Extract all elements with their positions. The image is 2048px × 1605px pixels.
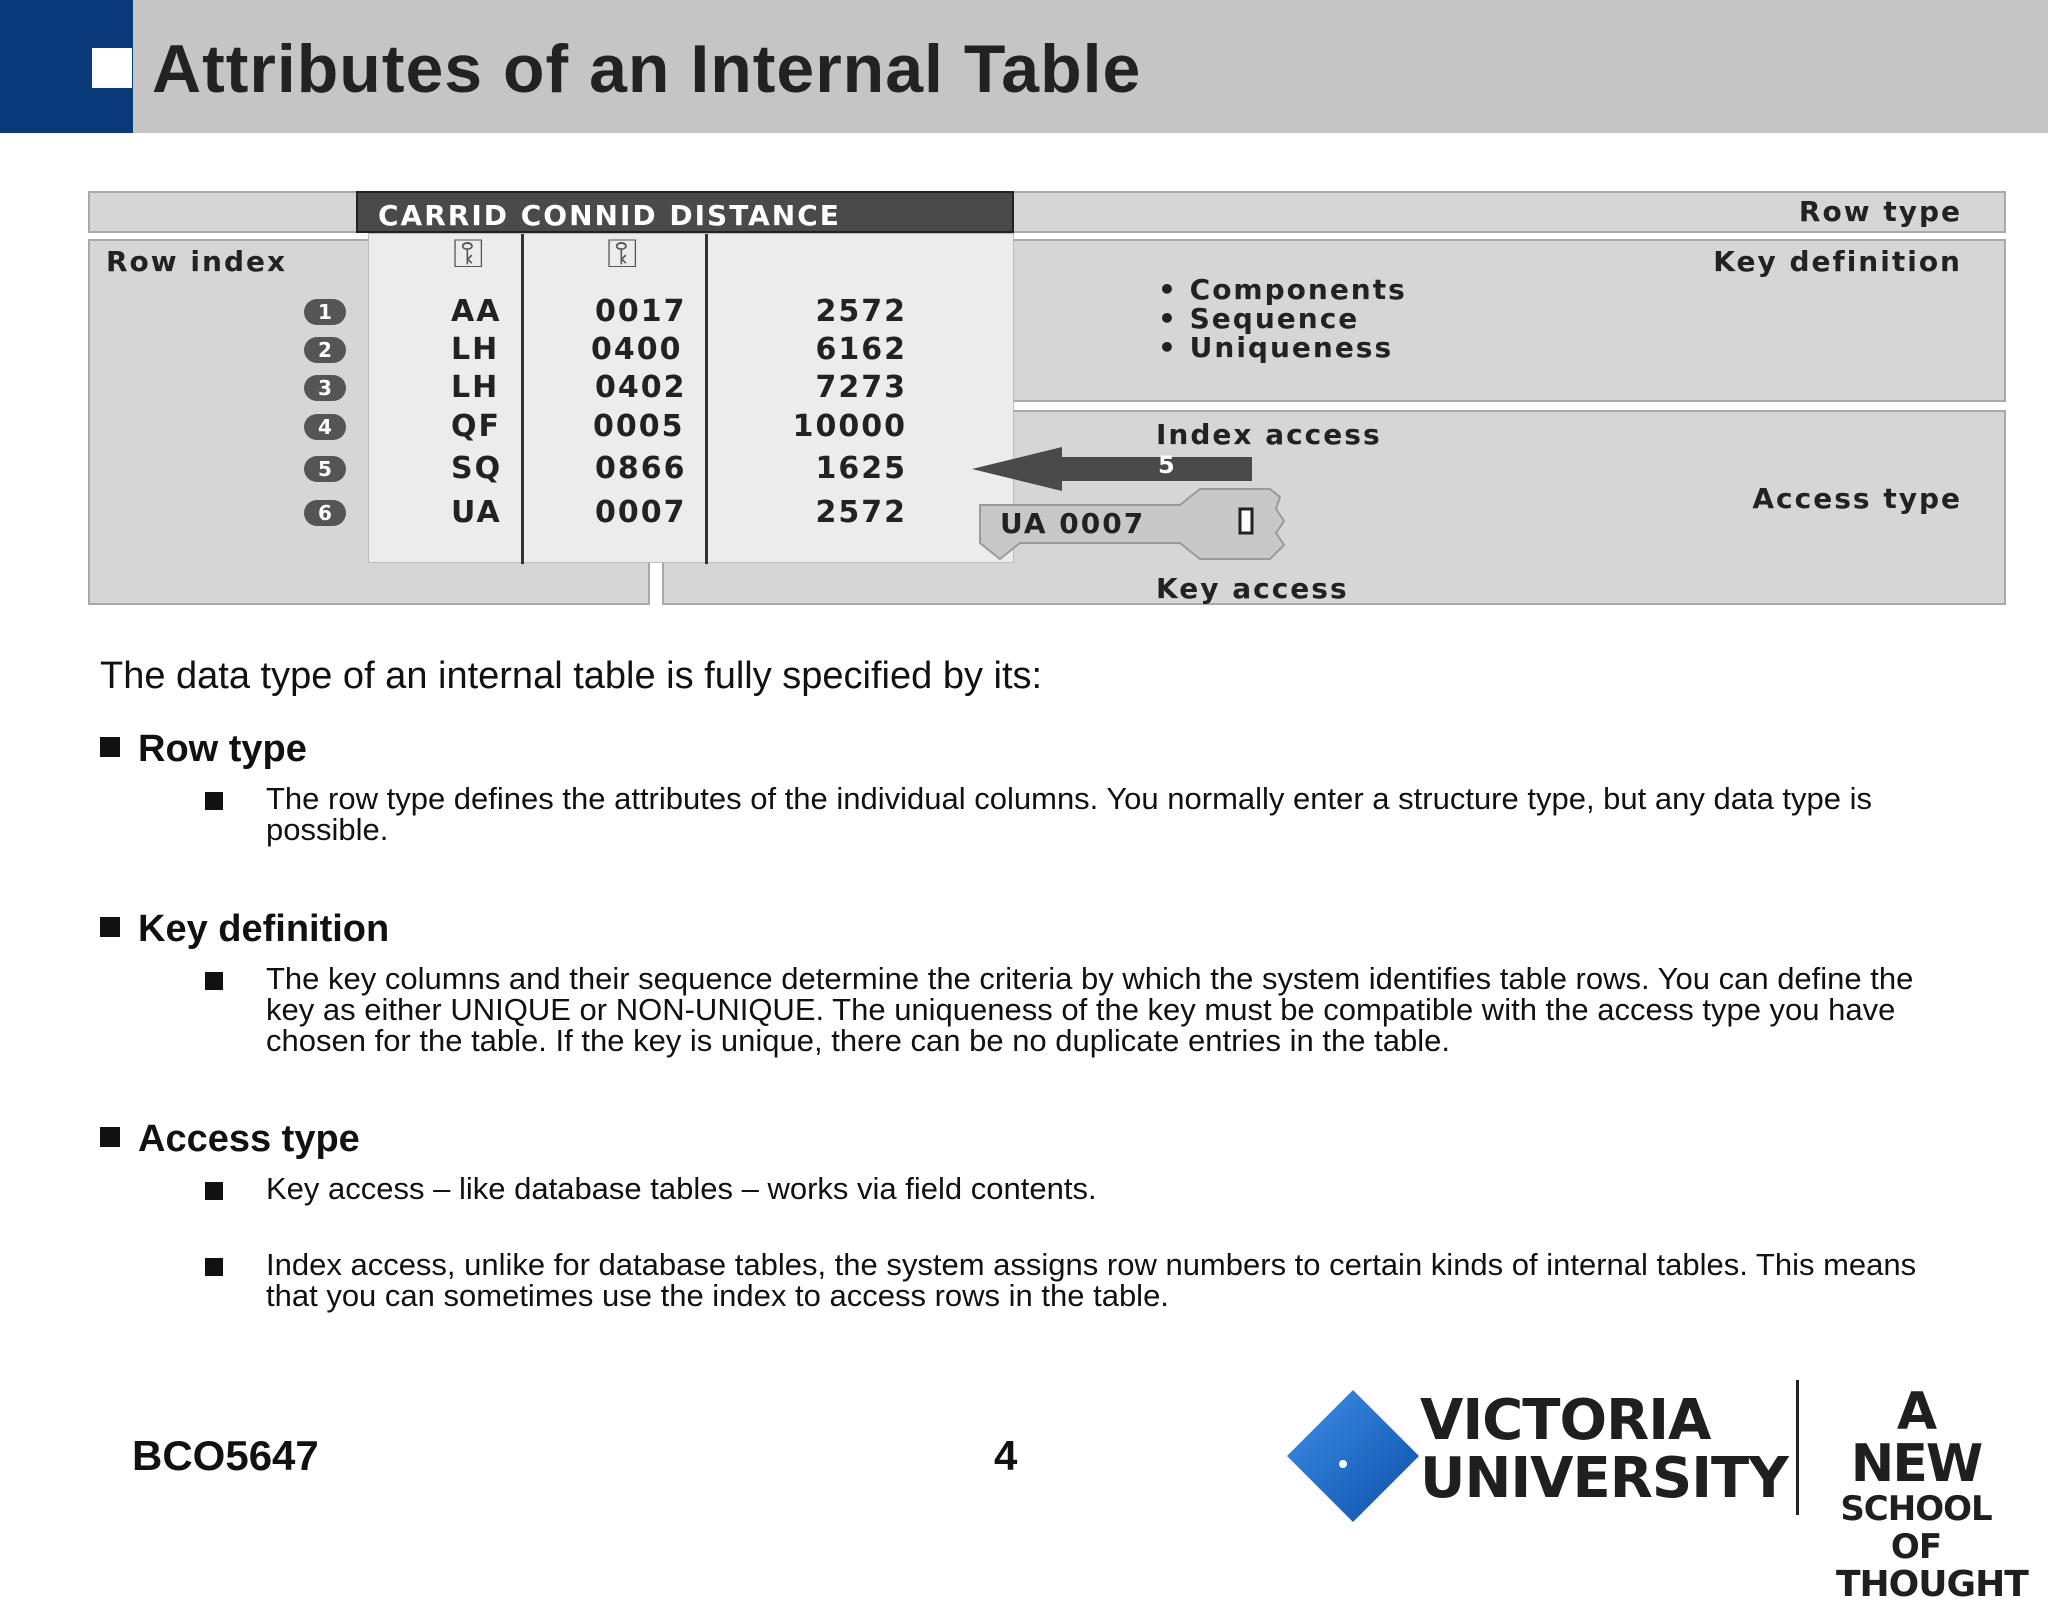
logo-divider <box>1796 1380 1799 1515</box>
key-definition-item: • Uniqueness <box>1158 331 1394 364</box>
row-index-label: Row index <box>106 245 288 278</box>
row-number-badge: 4 <box>304 414 346 440</box>
key-definition-label: Key definition <box>1713 245 1962 278</box>
table-column-header <box>356 191 1014 233</box>
cell-distance: 2572 <box>815 294 907 329</box>
bullet-square-icon <box>205 1182 223 1200</box>
cell-carrid: LH <box>451 332 500 367</box>
row-number-badge: 2 <box>304 337 346 363</box>
intro-text: The data type of an internal table is fully specified by its: <box>100 655 1043 697</box>
cell-connid: 0017 <box>595 294 687 329</box>
row-type-label: Row type <box>1798 195 1962 228</box>
section-heading-key-definition <box>100 908 389 951</box>
university-name-line1: VICTORIA <box>1420 1388 1711 1453</box>
key-access-value: UA 0007 <box>1000 507 1146 540</box>
cell-carrid: UA <box>451 495 502 530</box>
column-divider <box>521 234 524 564</box>
victoria-university-diamond-logo-icon <box>1283 1386 1423 1526</box>
cell-connid: 0400 <box>591 332 683 367</box>
cell-carrid: LH <box>451 370 500 405</box>
bullet-point <box>205 783 1955 845</box>
internal-table-diagram <box>88 185 2006 610</box>
row-number-badge: 6 <box>304 500 346 526</box>
cell-carrid: AA <box>451 294 502 329</box>
bullet-text: The row type defines the attributes of the individual columns. You normally enter a structure type, but any data type is possible. <box>266 781 1873 847</box>
key-icon: ⚿ <box>607 232 638 276</box>
key-icon: ⚿ <box>453 232 484 276</box>
column-divider <box>705 234 708 564</box>
bullet-text: The key columns and their sequence determine the criteria by which the system identifies table rows. You can define the key as either UNIQUE or NON-UNIQUE. The uniqueness of the key must be compatible with the access type you have chosen for the table. If the key is unique, there can be no duplicate entries in the table. <box>266 961 1914 1058</box>
bullet-text: Index access, unlike for database tables, the system assigns row numbers to certain kinds of internal tables. This means that you can sometimes use the index to access rows in the table. <box>266 1247 1917 1313</box>
slide-title: Attributes of an Internal Table <box>152 31 1142 107</box>
university-slogan <box>1836 1382 2028 1605</box>
section-heading-row-type <box>100 728 307 771</box>
bullet-square-icon <box>205 972 223 990</box>
heading-text: Key definition <box>138 908 390 950</box>
course-code: BCO5647 <box>132 1432 319 1479</box>
cell-distance: 1625 <box>815 451 907 486</box>
cell-connid: 0866 <box>595 451 687 486</box>
cell-connid: 0402 <box>595 370 687 405</box>
arrow-row-number: 5 <box>1158 451 1175 479</box>
university-name-line2: UNIVERSITY <box>1420 1446 1788 1511</box>
bullet-square-icon <box>100 737 120 757</box>
section-heading-access-type <box>100 1118 360 1161</box>
cell-connid: 0007 <box>595 495 687 530</box>
table-body <box>368 233 1014 563</box>
heading-text: Access type <box>138 1118 360 1160</box>
index-access-label: Index access <box>1156 418 1382 451</box>
key-access-label: Key access <box>1156 572 1349 605</box>
key-definition-list <box>1158 275 1407 362</box>
slogan-line1: A NEW <box>1850 1382 1982 1494</box>
bullet-point <box>205 963 1955 1056</box>
bullet-text: Key access – like database tables – works via field contents. <box>266 1171 1097 1206</box>
slogan-line3: THOUGHT <box>1836 1564 2028 1605</box>
bullet-point <box>205 1173 1955 1204</box>
key-definition-item: • Sequence <box>1158 302 1360 335</box>
bullet-point <box>205 1249 1955 1311</box>
cell-carrid: SQ <box>451 451 503 486</box>
cell-distance: 10000 <box>792 409 907 444</box>
page-number: 4 <box>994 1432 1018 1479</box>
bullet-square-icon <box>100 917 120 937</box>
cell-connid: 0005 <box>593 409 685 444</box>
heading-text: Row type <box>138 728 307 770</box>
row-number-badge: 1 <box>304 299 346 325</box>
cell-distance: 2572 <box>815 495 907 530</box>
row-number-badge: 5 <box>304 456 346 482</box>
key-definition-item: • Components <box>1158 273 1407 306</box>
slogan-line2: SCHOOL OF <box>1840 1489 1992 1567</box>
bullet-square-icon <box>205 792 223 810</box>
cell-distance: 6162 <box>815 332 907 367</box>
row-number-badge: 3 <box>304 375 346 401</box>
bullet-square-icon <box>100 1127 120 1147</box>
table-column-names: CARRID CONNID DISTANCE <box>378 199 841 232</box>
bullet-square-icon <box>205 1258 223 1276</box>
cell-carrid: QF <box>451 409 501 444</box>
access-type-label: Access type <box>1752 482 1962 515</box>
cell-distance: 7273 <box>815 370 907 405</box>
title-square-icon <box>92 48 132 88</box>
university-name <box>1420 1388 1788 1511</box>
